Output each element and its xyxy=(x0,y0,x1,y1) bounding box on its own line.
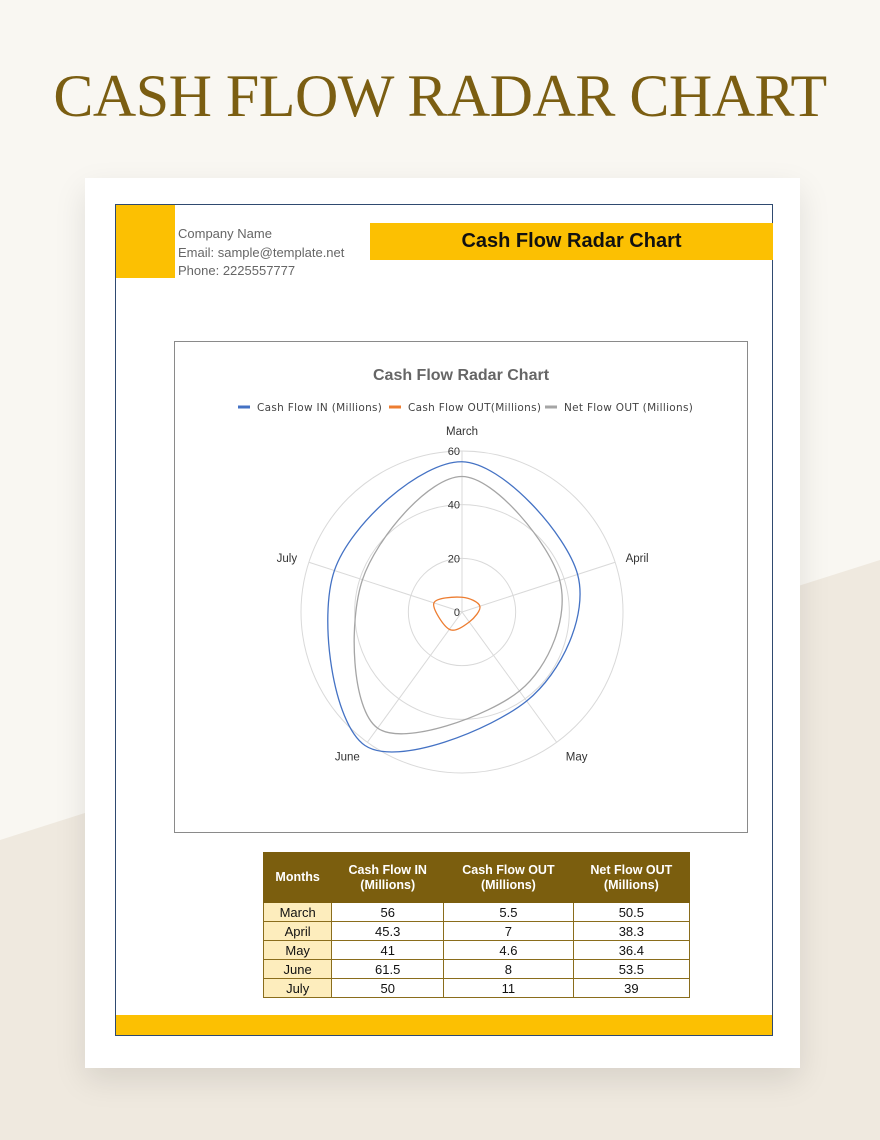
chart-title: Cash Flow Radar Chart xyxy=(372,367,550,384)
category-label: June xyxy=(334,751,360,764)
table-row xyxy=(264,960,690,979)
table-cell-month: June xyxy=(264,960,332,979)
table-header-cell xyxy=(264,853,332,903)
table-cell-value: 56 xyxy=(332,903,444,922)
table-cell-value: 45.3 xyxy=(332,922,444,941)
table-cell-value: 5.5 xyxy=(444,903,574,922)
company-name: Company Name xyxy=(178,226,272,241)
category-label: July xyxy=(276,553,298,566)
page-title: CASH FLOW RADAR CHART xyxy=(53,63,827,129)
template-sheet xyxy=(85,178,800,1068)
table-cell-value: 53.5 xyxy=(573,960,689,979)
table-cell-value: 50 xyxy=(332,979,444,998)
table-cell-month: July xyxy=(264,979,332,998)
table-cell-value: 11 xyxy=(444,979,574,998)
radar-spoke xyxy=(462,612,557,742)
table-row xyxy=(264,941,690,960)
footer-bar xyxy=(116,1015,772,1035)
legend-entry: Cash Flow OUT(Millions) xyxy=(408,402,542,414)
radar-spoke xyxy=(367,612,462,742)
legend-entry: Cash Flow IN (Millions) xyxy=(257,402,383,414)
table-cell-value: 36.4 xyxy=(573,941,689,960)
table-header-cell xyxy=(444,853,574,903)
table-row xyxy=(264,903,690,922)
company-info xyxy=(178,225,344,281)
axis-tick-label: 60 xyxy=(447,446,460,458)
table-cell-value: 7 xyxy=(444,922,574,941)
table-header-cell xyxy=(332,853,444,903)
table-cell-value: 8 xyxy=(444,960,574,979)
axis-tick-label: 40 xyxy=(447,499,460,512)
radar-chart xyxy=(174,341,748,833)
table-header-text: (Millions) xyxy=(360,877,416,892)
logo-placeholder xyxy=(116,205,175,278)
table-cell-month: April xyxy=(264,922,332,941)
title-banner xyxy=(370,223,773,260)
table-header-row xyxy=(264,853,690,903)
axis-tick-label: 0 xyxy=(453,607,460,619)
table-header-text: Net Flow OUT xyxy=(590,862,673,877)
radar-chart-svg xyxy=(175,342,747,832)
table-cell-value: 38.3 xyxy=(573,922,689,941)
table-header-text: Months xyxy=(275,870,320,884)
category-label: April xyxy=(625,553,649,566)
table-cell-month: March xyxy=(264,903,332,922)
table-row xyxy=(264,979,690,998)
table-header-cell xyxy=(573,853,689,903)
radar-spoke xyxy=(309,562,462,612)
table-header-text: Cash Flow IN xyxy=(348,862,427,877)
table-cell-value: 61.5 xyxy=(332,960,444,979)
table-cell-value: 39 xyxy=(573,979,689,998)
company-phone: Phone: 2225557777 xyxy=(178,263,296,278)
table-cell-value: 4.6 xyxy=(444,941,574,960)
category-label: March xyxy=(446,426,478,438)
table-cell-month: May xyxy=(264,941,332,960)
table-cell-value: 41 xyxy=(332,941,444,960)
table-row xyxy=(264,922,690,941)
data-table xyxy=(263,852,690,998)
document-frame xyxy=(115,204,773,1036)
table-header-text: (Millions) xyxy=(603,877,659,892)
table-header-text: (Millions) xyxy=(480,877,536,892)
legend-entry: Net Flow OUT (Millions) xyxy=(564,402,694,414)
table-cell-value: 50.5 xyxy=(573,903,689,922)
radar-series-line xyxy=(354,476,562,733)
company-email: Email: sample@template.net xyxy=(178,244,345,260)
table-body xyxy=(264,903,690,998)
table-header-text: Cash Flow OUT xyxy=(462,862,555,877)
axis-tick-label: 20 xyxy=(447,553,460,566)
radar-spoke xyxy=(462,562,615,612)
banner-title: Cash Flow Radar Chart xyxy=(461,230,682,252)
category-label: May xyxy=(565,751,588,764)
